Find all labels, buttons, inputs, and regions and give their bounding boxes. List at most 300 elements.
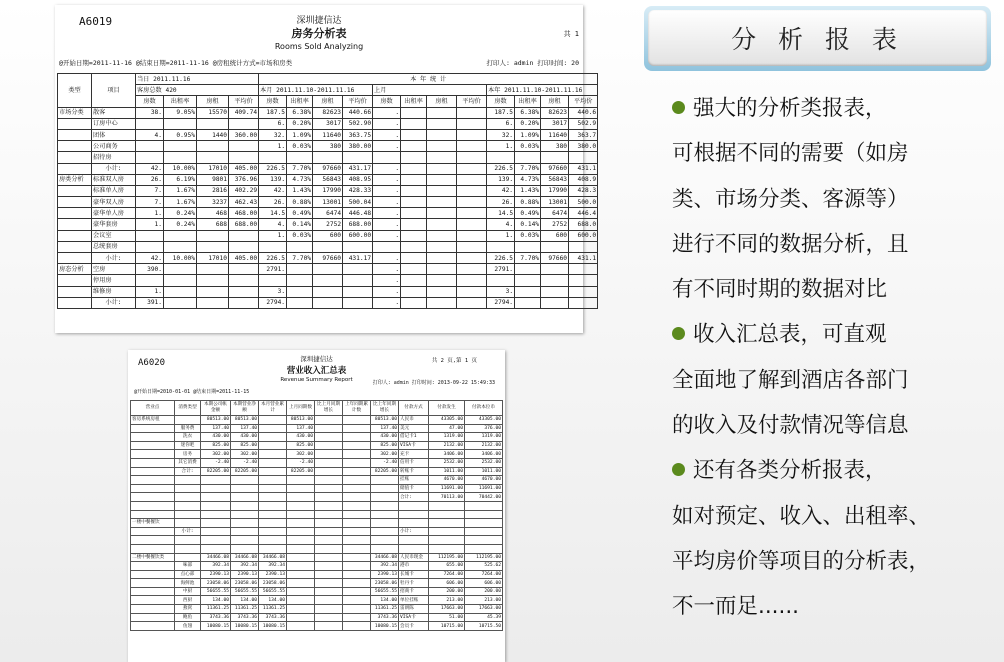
table-cell: 42. bbox=[136, 253, 164, 264]
bullet-text: 平均房价等项目的分析表， bbox=[672, 548, 931, 574]
table-cell bbox=[58, 275, 92, 286]
table-cell bbox=[131, 579, 175, 588]
table-cell bbox=[401, 275, 427, 286]
table-cell bbox=[313, 152, 343, 163]
table-cell: 0.20% bbox=[515, 118, 541, 129]
bullet-text: 的收入及付款情况等信息 bbox=[672, 413, 909, 439]
table-cell bbox=[315, 467, 343, 476]
bullet-continuation bbox=[672, 267, 1002, 312]
table-cell: 376.00 bbox=[465, 424, 503, 433]
table-cell: 42. bbox=[259, 185, 287, 196]
table-cell bbox=[315, 579, 343, 588]
table-cell: 97660 bbox=[313, 163, 343, 174]
table-cell bbox=[136, 141, 164, 152]
table-row bbox=[58, 129, 598, 140]
table-cell bbox=[287, 286, 313, 297]
table-cell: 4. bbox=[259, 219, 287, 230]
table-cell bbox=[373, 241, 401, 252]
table-cell bbox=[131, 458, 175, 467]
table-cell bbox=[58, 230, 92, 241]
table-cell bbox=[343, 416, 371, 425]
table-cell bbox=[287, 519, 315, 528]
table-cell bbox=[259, 275, 287, 286]
table-cell: 226.5 bbox=[487, 253, 515, 264]
table-cell: 688.00 bbox=[343, 219, 373, 230]
table-cell: 2794. bbox=[487, 297, 515, 308]
table-cell: 23058.06 bbox=[371, 579, 399, 588]
table-cell: 42. bbox=[136, 163, 164, 174]
table-cell bbox=[457, 174, 487, 185]
table-cell bbox=[259, 476, 287, 485]
table-cell: 302.00 bbox=[231, 450, 259, 459]
table-cell: 0.03% bbox=[515, 230, 541, 241]
table-cell: 134.00 bbox=[231, 596, 259, 605]
table-cell bbox=[259, 519, 287, 528]
table-cell bbox=[287, 264, 313, 275]
table-cell: . bbox=[373, 253, 401, 264]
report-company: 深圳捷信达 bbox=[300, 355, 333, 363]
table-cell: 655.00 bbox=[429, 562, 465, 571]
table-row bbox=[58, 286, 598, 297]
table-cell: 0.24% bbox=[164, 208, 197, 219]
table-cell bbox=[541, 286, 569, 297]
table-cell: 市场分类 bbox=[58, 107, 92, 118]
table-cell: 430.00 bbox=[201, 433, 231, 442]
table-cell bbox=[427, 118, 457, 129]
table-cell: 维修房 bbox=[92, 286, 136, 297]
table-cell: 392.34 bbox=[231, 562, 259, 571]
table-cell: VISA卡 bbox=[399, 613, 429, 622]
column-header: 付款方式 bbox=[399, 401, 429, 416]
revenue-summary-table bbox=[130, 400, 503, 631]
table-cell bbox=[427, 185, 457, 196]
table-cell bbox=[58, 129, 92, 140]
table-cell: 380.0 bbox=[569, 141, 598, 152]
column-header: 平均价 bbox=[343, 96, 373, 107]
table-cell: -2.40 bbox=[371, 458, 399, 467]
table-cell bbox=[175, 553, 201, 562]
table-cell: 15570 bbox=[197, 107, 229, 118]
table-cell bbox=[58, 141, 92, 152]
table-cell: 431.17 bbox=[343, 253, 373, 264]
table-cell bbox=[131, 510, 175, 519]
header-cell: 项目 bbox=[92, 74, 136, 108]
table-cell: 391. bbox=[136, 297, 164, 308]
table-cell bbox=[131, 450, 175, 459]
table-cell: 停用房 bbox=[92, 275, 136, 286]
table-cell: . bbox=[373, 208, 401, 219]
table-cell: 标准双人房 bbox=[92, 174, 136, 185]
header-row bbox=[58, 74, 598, 85]
bullet-text: 不一而足...... bbox=[672, 594, 800, 620]
table-cell: 储值卡 bbox=[399, 484, 429, 493]
report-code: A6020 bbox=[138, 358, 166, 368]
table-cell: . bbox=[373, 275, 401, 286]
table-cell bbox=[287, 527, 315, 536]
table-cell: 房务 bbox=[175, 450, 201, 459]
table-cell: 112195.00 bbox=[465, 553, 503, 562]
table-cell bbox=[427, 219, 457, 230]
table-cell bbox=[229, 118, 259, 129]
table-row bbox=[131, 441, 503, 450]
table-cell bbox=[343, 562, 371, 571]
table-cell bbox=[201, 527, 231, 536]
table-cell bbox=[197, 241, 229, 252]
table-cell: 4. bbox=[136, 129, 164, 140]
table-cell: 0.20% bbox=[287, 118, 313, 129]
table-cell: 11361.25 bbox=[371, 605, 399, 614]
table-cell bbox=[541, 297, 569, 308]
table-cell bbox=[371, 536, 399, 545]
table-cell bbox=[259, 433, 287, 442]
table-cell: . bbox=[373, 163, 401, 174]
table-row bbox=[131, 519, 503, 528]
report-page: 共 1 bbox=[563, 30, 579, 38]
report-params: @开始日期=2010-01-01 @结束日期=2011-11-15 bbox=[134, 389, 250, 395]
table-cell bbox=[315, 424, 343, 433]
table-cell: 0.88% bbox=[515, 197, 541, 208]
table-cell bbox=[343, 587, 371, 596]
column-header: 出租率 bbox=[287, 96, 313, 107]
table-row bbox=[58, 185, 598, 196]
table-cell: 468.00 bbox=[229, 208, 259, 219]
table-cell bbox=[287, 596, 315, 605]
table-cell bbox=[287, 297, 313, 308]
table-cell: 302.00 bbox=[201, 450, 231, 459]
table-cell: 6.38% bbox=[287, 107, 313, 118]
table-row bbox=[131, 536, 503, 545]
table-cell bbox=[175, 501, 201, 510]
table-cell bbox=[487, 241, 515, 252]
table-cell: 4670.00 bbox=[465, 476, 503, 485]
table-cell bbox=[175, 544, 201, 553]
table-cell bbox=[343, 484, 371, 493]
table-cell: 392.34 bbox=[201, 562, 231, 571]
table-cell: 7.70% bbox=[515, 253, 541, 264]
table-cell bbox=[197, 286, 229, 297]
table-cell: 中厨 bbox=[175, 587, 201, 596]
table-cell bbox=[541, 241, 569, 252]
table-cell: 味部 bbox=[175, 562, 201, 571]
table-cell: 187.5 bbox=[487, 107, 515, 118]
table-cell: 0.49% bbox=[515, 208, 541, 219]
table-cell bbox=[259, 501, 287, 510]
table-cell bbox=[197, 230, 229, 241]
table-cell bbox=[315, 476, 343, 485]
table-cell bbox=[457, 197, 487, 208]
table-cell: 431.1 bbox=[569, 163, 598, 174]
table-cell: 招待房 bbox=[92, 152, 136, 163]
table-row bbox=[58, 253, 598, 264]
table-cell: 302.00 bbox=[287, 450, 315, 459]
table-cell: 1. bbox=[487, 141, 515, 152]
table-row bbox=[58, 174, 598, 185]
table-cell bbox=[313, 275, 343, 286]
table-row bbox=[58, 197, 598, 208]
table-cell bbox=[315, 441, 343, 450]
table-cell bbox=[175, 536, 201, 545]
table-cell: 10715.00 bbox=[429, 622, 465, 631]
table-cell: 合计: bbox=[175, 467, 201, 476]
table-cell bbox=[136, 230, 164, 241]
table-cell: 11361.25 bbox=[201, 605, 231, 614]
column-header: 平均价 bbox=[569, 96, 598, 107]
table-cell bbox=[164, 141, 197, 152]
table-row bbox=[131, 596, 503, 605]
table-cell bbox=[58, 118, 92, 129]
table-cell: 10.00% bbox=[164, 253, 197, 264]
table-cell: 17010 bbox=[197, 163, 229, 174]
table-cell bbox=[399, 536, 429, 545]
bullet-item bbox=[672, 448, 1002, 493]
report-page: 共 2 页,第 1 页 bbox=[431, 358, 477, 364]
section-title-panel bbox=[644, 6, 991, 71]
table-cell: 7264.00 bbox=[465, 570, 503, 579]
table-cell bbox=[315, 622, 343, 631]
table-cell: 825.00 bbox=[201, 441, 231, 450]
table-cell bbox=[131, 493, 175, 502]
table-cell: 26. bbox=[136, 174, 164, 185]
table-cell bbox=[401, 163, 427, 174]
table-cell: . bbox=[373, 107, 401, 118]
table-cell bbox=[465, 527, 503, 536]
table-row bbox=[131, 527, 503, 536]
table-cell: 0.24% bbox=[164, 219, 197, 230]
table-cell: 97660 bbox=[541, 163, 569, 174]
table-cell bbox=[229, 275, 259, 286]
table-cell: 390. bbox=[136, 264, 164, 275]
table-cell bbox=[201, 544, 231, 553]
table-cell: 借记卡1 bbox=[399, 433, 429, 442]
column-header: 出租率 bbox=[164, 96, 197, 107]
table-cell bbox=[197, 297, 229, 308]
table-cell bbox=[175, 476, 201, 485]
table-cell bbox=[343, 605, 371, 614]
table-cell: 西厨 bbox=[175, 596, 201, 605]
table-row bbox=[131, 424, 503, 433]
table-cell: 688 bbox=[197, 219, 229, 230]
table-cell: 7.70% bbox=[515, 163, 541, 174]
table-cell bbox=[287, 501, 315, 510]
table-cell bbox=[58, 185, 92, 196]
table-cell bbox=[231, 493, 259, 502]
table-row bbox=[131, 622, 503, 631]
table-cell: 2752 bbox=[541, 219, 569, 230]
table-cell: 97660 bbox=[313, 253, 343, 264]
table-cell: 34466.08 bbox=[259, 553, 287, 562]
table-cell bbox=[175, 416, 201, 425]
table-cell bbox=[569, 275, 598, 286]
table-cell bbox=[457, 118, 487, 129]
table-cell: 112195.00 bbox=[429, 553, 465, 562]
table-cell bbox=[343, 622, 371, 631]
table-cell: 港币 bbox=[399, 562, 429, 571]
table-cell: 3017 bbox=[541, 118, 569, 129]
column-header: 房数 bbox=[373, 96, 401, 107]
table-row bbox=[131, 587, 503, 596]
table-cell: 137.40 bbox=[201, 424, 231, 433]
table-cell bbox=[58, 163, 92, 174]
table-row bbox=[131, 484, 503, 493]
table-cell bbox=[131, 501, 175, 510]
table-cell: 4.73% bbox=[515, 174, 541, 185]
table-cell: 600 bbox=[541, 230, 569, 241]
table-cell: 23058.06 bbox=[231, 579, 259, 588]
table-row bbox=[131, 510, 503, 519]
table-cell: 7. bbox=[136, 185, 164, 196]
table-cell bbox=[457, 264, 487, 275]
table-cell bbox=[427, 208, 457, 219]
table-cell bbox=[457, 297, 487, 308]
table-cell: 502.9 bbox=[569, 118, 598, 129]
table-cell: 825.00 bbox=[371, 441, 399, 450]
table-cell bbox=[313, 264, 343, 275]
table-cell: 446.4 bbox=[569, 208, 598, 219]
table-cell bbox=[401, 152, 427, 163]
table-cell: -2.40 bbox=[201, 458, 231, 467]
table-cell: 1.09% bbox=[515, 129, 541, 140]
table-cell bbox=[131, 613, 175, 622]
table-cell bbox=[515, 297, 541, 308]
table-cell bbox=[175, 519, 201, 528]
table-cell: 2532.00 bbox=[465, 458, 503, 467]
table-cell bbox=[343, 501, 371, 510]
table-cell bbox=[131, 622, 175, 631]
table-cell: 70442.00 bbox=[465, 493, 503, 502]
table-cell: 137.40 bbox=[371, 424, 399, 433]
table-cell bbox=[229, 264, 259, 275]
table-cell bbox=[427, 264, 457, 275]
table-cell: 408.95 bbox=[343, 174, 373, 185]
bullet-text: 还有各类分析报表， bbox=[693, 458, 887, 484]
table-cell: . bbox=[373, 197, 401, 208]
table-cell: 56655.55 bbox=[371, 587, 399, 596]
table-cell: 2390.13 bbox=[259, 570, 287, 579]
table-cell bbox=[343, 613, 371, 622]
table-cell bbox=[401, 219, 427, 230]
table-cell bbox=[427, 241, 457, 252]
table-cell bbox=[201, 484, 231, 493]
table-cell: 订房中心 bbox=[92, 118, 136, 129]
table-cell: 32. bbox=[487, 129, 515, 140]
table-cell: 23058.06 bbox=[259, 579, 287, 588]
table-cell bbox=[429, 544, 465, 553]
header-cell: 本年 2011.11.10-2011.11.16 bbox=[487, 85, 598, 96]
table-cell: 26. bbox=[487, 197, 515, 208]
table-cell bbox=[401, 107, 427, 118]
table-cell: 363.7 bbox=[569, 129, 598, 140]
column-header: 房数 bbox=[487, 96, 515, 107]
table-cell: 11691.00 bbox=[429, 484, 465, 493]
table-cell: 23058.06 bbox=[201, 579, 231, 588]
table-cell: 409.74 bbox=[229, 107, 259, 118]
table-cell bbox=[131, 596, 175, 605]
table-cell bbox=[131, 484, 175, 493]
table-cell bbox=[259, 416, 287, 425]
bullet-dot-icon bbox=[672, 327, 685, 340]
table-cell: 3. bbox=[487, 286, 515, 297]
table-cell: 3743.36 bbox=[371, 613, 399, 622]
table-cell: 825.00 bbox=[231, 441, 259, 450]
table-cell: 392.34 bbox=[371, 562, 399, 571]
table-cell: . bbox=[373, 129, 401, 140]
table-cell bbox=[457, 141, 487, 152]
table-cell: 1.09% bbox=[287, 129, 313, 140]
table-row bbox=[58, 230, 598, 241]
table-cell: 2532.00 bbox=[429, 458, 465, 467]
column-header: 消费类型 bbox=[175, 401, 201, 416]
table-cell: 转账卡 bbox=[399, 467, 429, 476]
table-cell bbox=[287, 613, 315, 622]
table-cell: 56655.55 bbox=[201, 587, 231, 596]
bullet-text: 类、市场分类、客源等） bbox=[672, 186, 909, 212]
table-cell bbox=[427, 141, 457, 152]
rooms-sold-table bbox=[57, 73, 598, 309]
table-cell bbox=[287, 605, 315, 614]
table-cell: 13001 bbox=[541, 197, 569, 208]
table-cell bbox=[429, 536, 465, 545]
table-cell bbox=[401, 286, 427, 297]
table-cell: 431.17 bbox=[343, 163, 373, 174]
table-cell bbox=[131, 467, 175, 476]
table-cell: 80513.00 bbox=[231, 416, 259, 425]
table-cell: 502.90 bbox=[343, 118, 373, 129]
table-cell: 1. bbox=[136, 219, 164, 230]
table-cell: 牡丹卡 bbox=[399, 579, 429, 588]
table-cell: 688.00 bbox=[229, 219, 259, 230]
table-cell bbox=[457, 219, 487, 230]
table-row bbox=[131, 553, 503, 562]
table-cell bbox=[287, 570, 315, 579]
table-cell: 公司商务 bbox=[92, 141, 136, 152]
table-cell: 525.62 bbox=[465, 562, 503, 571]
header-cell: 当日 2011.11.16 bbox=[136, 74, 259, 85]
table-cell bbox=[131, 544, 175, 553]
header-cell: 客房总数 420 bbox=[136, 85, 259, 96]
column-header: 付款本位币 bbox=[465, 401, 503, 416]
table-cell: 海鲜池 bbox=[175, 579, 201, 588]
table-cell bbox=[164, 264, 197, 275]
table-cell bbox=[287, 241, 313, 252]
table-cell bbox=[371, 527, 399, 536]
table-cell: 小计: bbox=[92, 253, 136, 264]
table-cell bbox=[343, 536, 371, 545]
bullet-continuation bbox=[672, 222, 1002, 267]
table-cell bbox=[541, 275, 569, 286]
bullet-text: 进行不同的数据分析，且 bbox=[672, 231, 909, 257]
table-cell: 17990 bbox=[541, 185, 569, 196]
table-cell bbox=[569, 152, 598, 163]
table-row bbox=[131, 544, 503, 553]
table-cell: 380 bbox=[313, 141, 343, 152]
table-cell: 二楼中餐餐饮类 bbox=[131, 553, 175, 562]
table-cell bbox=[287, 587, 315, 596]
column-header: 房租 bbox=[541, 96, 569, 107]
table-cell: 1. bbox=[136, 286, 164, 297]
table-cell bbox=[569, 241, 598, 252]
report-printer: 打印人: admin 打印时间: 20 bbox=[486, 59, 579, 67]
column-header: 比上月同期增长 bbox=[315, 401, 343, 416]
table-cell: 500.0 bbox=[569, 197, 598, 208]
table-cell bbox=[343, 596, 371, 605]
header-cell: 本月 2011.11.10-2011.11.16 bbox=[259, 85, 373, 96]
table-cell: 380 bbox=[541, 141, 569, 152]
table-cell bbox=[287, 536, 315, 545]
table-row bbox=[58, 264, 598, 275]
table-cell bbox=[429, 501, 465, 510]
report-code: A6019 bbox=[79, 15, 113, 28]
table-cell: 3743.36 bbox=[201, 613, 231, 622]
